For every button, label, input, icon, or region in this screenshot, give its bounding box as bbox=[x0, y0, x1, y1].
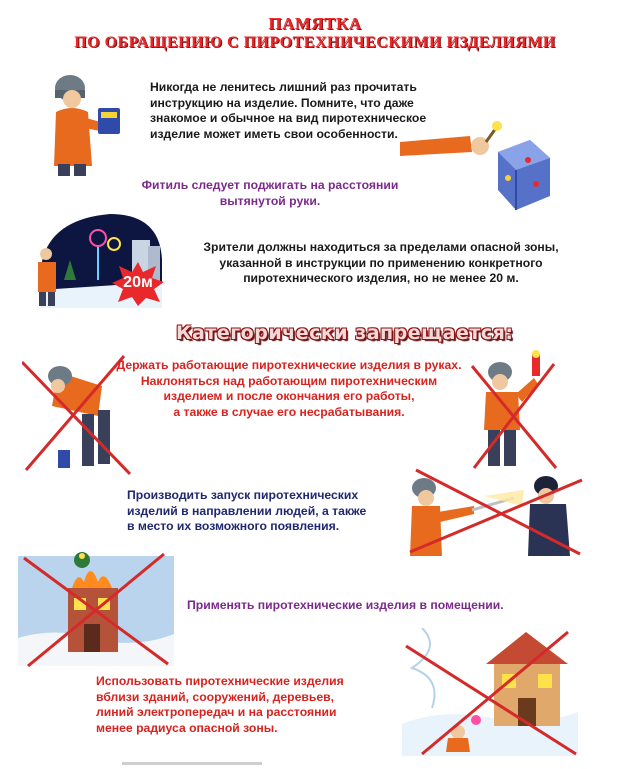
prohibition-line: Использовать пиротехнические изделия bbox=[96, 674, 344, 688]
page-title: ПАМЯТКА bbox=[268, 14, 362, 33]
prohibition-line: а также в случае его несрабатывания. bbox=[173, 404, 405, 419]
prohibition-people bbox=[127, 488, 407, 535]
prohibition-hands bbox=[94, 358, 484, 420]
man-reading-instructions-icon bbox=[28, 68, 136, 180]
prohibition-line: вблизи зданий, сооружений, деревьев, bbox=[96, 689, 335, 704]
footer-divider bbox=[122, 762, 262, 765]
hand-lighting-firework-icon bbox=[400, 112, 555, 212]
aiming-at-people-icon bbox=[404, 466, 584, 558]
distance-badge bbox=[112, 262, 164, 306]
prohibition-buildings bbox=[96, 674, 396, 736]
prohibition-line: Держать работающие пиротехнические изделия в руках. bbox=[116, 358, 462, 372]
advice-line: Фитиль следует поджигать на расстоянии bbox=[141, 178, 399, 192]
advice-spectators bbox=[176, 240, 586, 287]
advice-line: пиротехнического изделия, но не менее 20 м. bbox=[243, 271, 519, 285]
page-subtitle: ПО ОБРАЩЕНИЮ С ПИРОТЕХНИЧЕСКИМИ ИЗДЕЛИЯМИ bbox=[74, 34, 556, 51]
prohibition-indoors: Применять пиротехнические изделия в помещении. bbox=[187, 598, 504, 612]
holding-firework-icon bbox=[470, 350, 558, 470]
burning-house-icon bbox=[18, 548, 174, 670]
prohibition-line: менее радиуса опасной зоны. bbox=[96, 720, 278, 735]
prohibition-line: в место их возможного появления. bbox=[127, 519, 340, 533]
advice-fuse bbox=[140, 178, 400, 209]
advice-line: знакомое и обычное на вид пиротехническое bbox=[150, 111, 427, 125]
advice-line: изделие может иметь свои особенности. bbox=[150, 126, 398, 141]
prohibited-heading: Категорически запрещается: bbox=[176, 322, 514, 344]
advice-line: вытянутой руки. bbox=[219, 193, 321, 208]
prohibition-line: линий электропередач и на расстоянии bbox=[96, 705, 337, 719]
distance-badge-label: 20м bbox=[123, 274, 153, 291]
prohibition-line: Производить запуск пиротехнических bbox=[127, 488, 359, 502]
house-with-trees-icon bbox=[402, 628, 578, 756]
prohibition-line: изделием и после окончания его работы, bbox=[163, 389, 415, 403]
prohibition-line: Наклоняться над работающим пиротехническим bbox=[140, 373, 438, 388]
prohibition-line: изделий в направлении людей, а также bbox=[127, 503, 367, 518]
advice-line: Никогда не ленитесь лишний раз прочитать bbox=[150, 80, 417, 94]
advice-line: инструкцию на изделие. Помните, что даже bbox=[150, 95, 414, 110]
advice-line: указанной в инструкции по применению конкретного bbox=[219, 255, 543, 270]
advice-line: Зрители должны находиться за пределами опасной зоны, bbox=[203, 240, 559, 254]
